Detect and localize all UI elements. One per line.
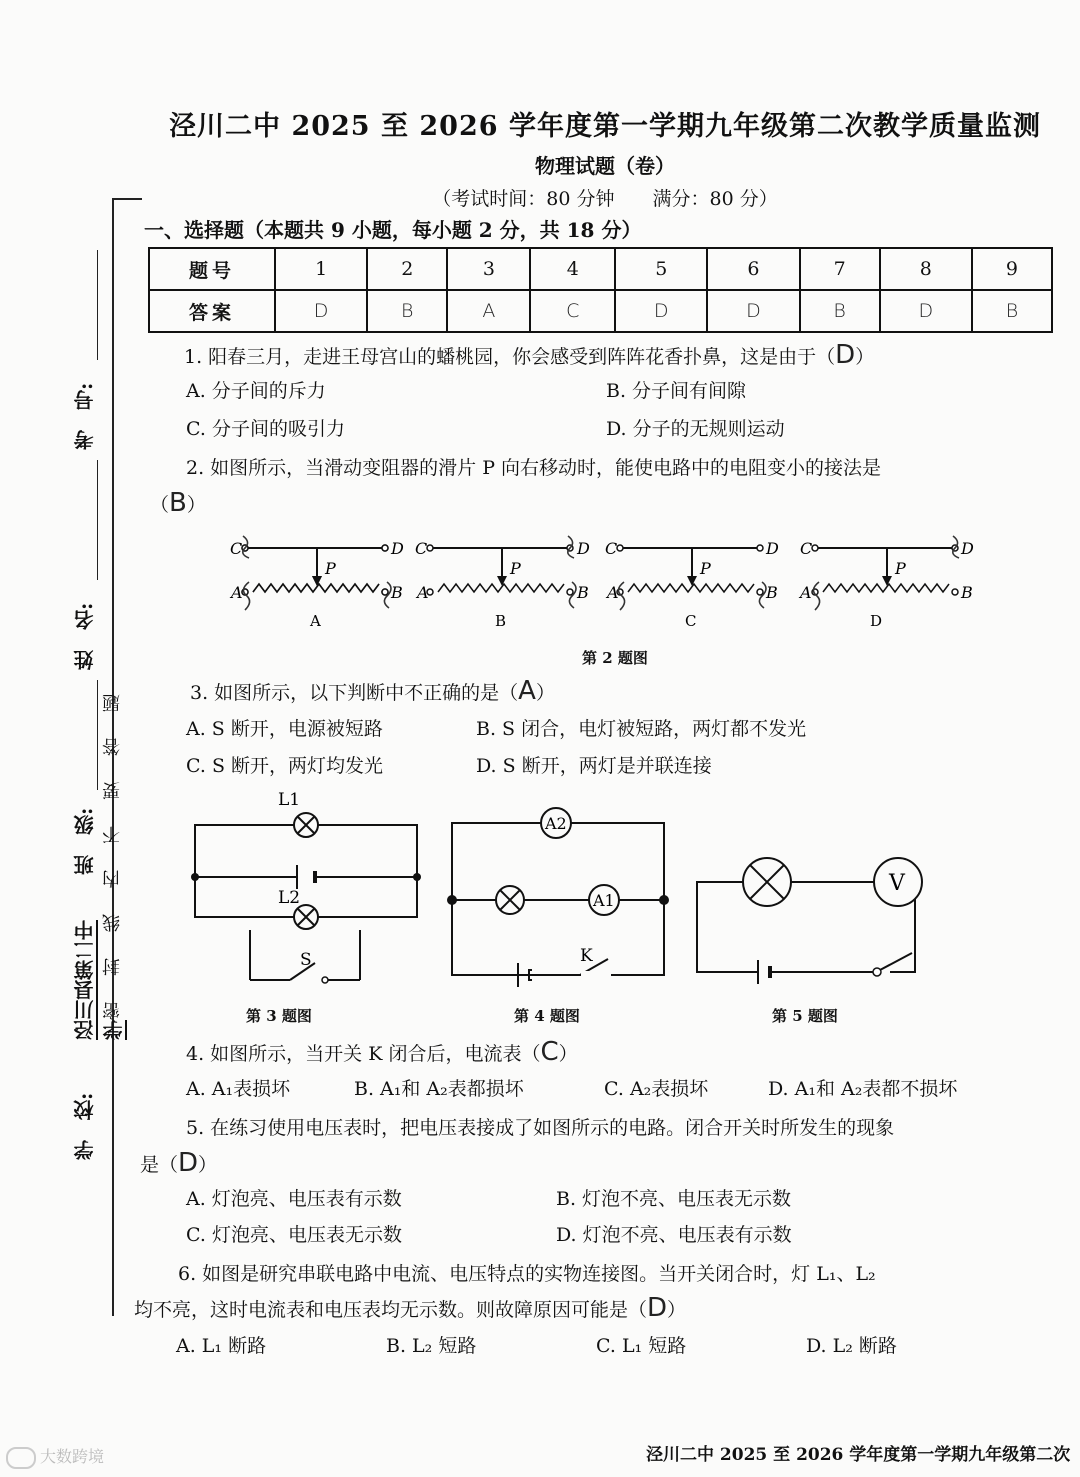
question-1 (184, 340, 874, 370)
name-label: 姓 名: (73, 602, 97, 670)
label-a1: A1 (593, 891, 615, 910)
question-number: 8 (880, 248, 972, 290)
figure-option-label: B (495, 612, 507, 630)
question-3 (190, 676, 555, 706)
rheostat-diagram (242, 545, 388, 595)
slider-label: P (325, 559, 336, 578)
label-l2: L2 (278, 888, 301, 908)
label-l1: L1 (278, 790, 301, 810)
q4-option-d: D. A₁和 A₂表都不损坏 (768, 1078, 958, 1100)
q5-option-a: A. 灯泡亮、电压表有示数 (186, 1188, 402, 1210)
question-4 (186, 1037, 578, 1067)
table-row (149, 290, 1052, 332)
handwritten-answer[interactable]: D (275, 290, 367, 332)
section-heading: 一、选择题（本题共 9 小题，每小题 2 分，共 18 分） (144, 218, 642, 242)
junction-dot (413, 873, 421, 881)
q3-stem: 3. 如图所示，以下判断中不正确的是（ (190, 682, 519, 704)
terminal-label: D (391, 539, 404, 558)
q6-option-d: D. L₂ 断路 (806, 1335, 897, 1357)
terminal-label: D (766, 539, 779, 558)
q5-option-c: C. 灯泡亮、电压表无示数 (186, 1224, 402, 1246)
terminal-label: C (415, 539, 428, 558)
q5-close: ） (198, 1154, 218, 1176)
q4-option-a: A. A₁表损坏 (186, 1078, 291, 1100)
question-number: 1 (275, 248, 367, 290)
question-number: 7 (800, 248, 880, 290)
q2-open: （ (150, 494, 170, 516)
q5-answer-line (140, 1148, 217, 1178)
page-footer: 泾川二中 2025 至 2026 学年度第一学期九年级第二次 (646, 1445, 1071, 1465)
q2-stem: 2. 如图所示，当滑动变阻器的滑片 P 向右移动时，能使电路中的电阻变小的接法是 (186, 457, 882, 479)
watermark-logo-icon (6, 1447, 36, 1469)
q3-option-b: B. S 闭合，电灯被短路，两灯都不发光 (476, 718, 807, 740)
handwritten-answer[interactable]: B (972, 290, 1052, 332)
q2-figure-caption: 第 2 题图 (582, 649, 648, 667)
q5-stem2: 是（ (140, 1154, 179, 1176)
answer-table (148, 247, 1053, 333)
q2-figure (225, 530, 985, 640)
gap (581, 971, 611, 979)
row-label-question-no: 题号 (149, 248, 275, 290)
figure-option-label: D (870, 612, 883, 630)
figure-option-label: A (310, 612, 321, 630)
handwritten-answer[interactable]: D (707, 290, 799, 332)
q4-option-c: C. A₂表损坏 (604, 1078, 709, 1100)
q4-circuit (452, 823, 664, 987)
q6-stem2: 均不亮，这时电流表和电压表均无示数。则故障原因可能是（ (134, 1299, 648, 1321)
question-number: 5 (615, 248, 707, 290)
terminal-label: B (961, 583, 973, 602)
q5-option-d: D. 灯泡不亮、电压表有示数 (556, 1224, 792, 1246)
q2-close: ） (186, 494, 206, 516)
label-a2: A2 (545, 814, 567, 833)
q4-close: ） (558, 1043, 578, 1065)
q1-option-b: B. 分子间有间隙 (606, 380, 747, 402)
q5-figure-caption: 第 5 题图 (772, 1007, 838, 1025)
figure-option-label: C (685, 612, 697, 630)
terminal-label: B (391, 583, 403, 602)
page-title: 泾川二中 2025 至 2026 学年度第一学期九年级第二次教学质量监测 (169, 111, 1041, 142)
name-blank (97, 460, 98, 580)
watermark (6, 1444, 104, 1469)
q3-option-d: D. S 断开，两灯是并联连接 (476, 755, 712, 777)
q6-option-a: A. L₁ 断路 (176, 1335, 267, 1357)
q3-option-a: A. S 断开，电源被短路 (186, 718, 383, 740)
exam-no-label: 考 号: (73, 382, 97, 450)
terminal-label: B (577, 583, 589, 602)
terminal-label: A (607, 583, 619, 602)
question-number: 9 (972, 248, 1052, 290)
terminal-label: C (800, 539, 813, 558)
page-subtitle: 物理试题（卷） (535, 154, 675, 178)
q3-close: ） (535, 682, 555, 704)
q6-handwritten-answer[interactable]: D (647, 1293, 668, 1323)
wire-clip (243, 582, 249, 610)
rheostat-c (617, 545, 766, 610)
slider-label: P (510, 559, 521, 578)
rheostat-a (242, 536, 391, 610)
exam-info: （考试时间：80 分钟 满分：80 分） (432, 188, 778, 210)
rheostat-b (427, 536, 576, 608)
q4-handwritten-answer[interactable]: C (540, 1037, 559, 1067)
junction-dot (191, 873, 199, 881)
q3-option-c: C. S 断开，两灯均发光 (186, 755, 383, 777)
row-label-answer: 答案 (149, 290, 275, 332)
handwritten-answer[interactable]: A (447, 290, 530, 332)
label-v: V (889, 871, 905, 896)
label-k: K (580, 946, 593, 966)
q5-option-b: B. 灯泡不亮、电压表无示数 (556, 1188, 792, 1210)
slider-label: P (700, 559, 711, 578)
question-number: 3 (447, 248, 530, 290)
q6-option-b: B. L₂ 短路 (386, 1335, 477, 1357)
q4-option-b: B. A₁和 A₂表都损坏 (354, 1078, 524, 1100)
label-s: S (300, 950, 312, 970)
handwritten-answer[interactable]: C (530, 290, 615, 332)
handwritten-answer[interactable]: D (615, 290, 707, 332)
question-6-line2 (134, 1293, 686, 1323)
terminal-label: B (766, 583, 778, 602)
q6-stem: 6. 如图是研究串联电路中电流、电压特点的实物连接图。当开关闭合时，灯 L₁、L₂ (178, 1263, 876, 1285)
terminal-label: D (961, 539, 974, 558)
switch-pivot (322, 977, 328, 983)
slider-label: P (895, 559, 906, 578)
switch-blade (880, 953, 912, 970)
q2-answer-line (150, 488, 206, 518)
table-row (149, 248, 1052, 290)
school-value: 泾川县第二中学 (73, 920, 126, 1040)
q4-figure-caption: 第 4 题图 (514, 1007, 580, 1025)
wire-clip (813, 582, 819, 610)
q6-option-c: C. L₁ 短路 (596, 1335, 687, 1357)
handwritten-answer[interactable]: D (880, 290, 972, 332)
terminal-label: C (605, 539, 618, 558)
q5-handwritten-answer[interactable]: D (178, 1148, 199, 1178)
q3-figure-caption: 第 3 题图 (246, 1007, 312, 1025)
q1-stem: 1. 阳春三月，走进王母宫山的蟠桃园，你会感受到阵阵花香扑鼻，这是由于（ (184, 346, 836, 368)
terminal-label: A (231, 583, 243, 602)
terminal-label: D (577, 539, 590, 558)
q6-close: ） (667, 1299, 687, 1321)
rheostat-d (812, 536, 959, 610)
terminal-label: A (417, 583, 429, 602)
terminal-label: A (800, 583, 812, 602)
q3-handwritten-answer[interactable]: A (518, 676, 536, 706)
class-blank (97, 680, 98, 790)
q5-stem: 5. 在练习使用电压表时，把电压表接成了如图所示的电路。闭合开关时所发生的现象 (186, 1117, 895, 1139)
wire-clip (618, 582, 624, 610)
q2-handwritten-answer[interactable]: B (169, 488, 187, 518)
handwritten-answer[interactable]: B (800, 290, 880, 332)
junction-dot (659, 895, 669, 905)
binding-line-top (112, 198, 142, 200)
exam-no-blank (97, 250, 98, 360)
school-label: 学 校: (73, 1092, 97, 1160)
circuit-figures (180, 785, 940, 995)
question-number: 2 (367, 248, 447, 290)
q1-option-a: A. 分子间的斥力 (186, 380, 326, 402)
q1-handwritten-answer[interactable]: D (835, 340, 856, 370)
handwritten-answer[interactable]: B (367, 290, 447, 332)
question-number: 4 (530, 248, 615, 290)
watermark-text: 大数跨境 (40, 1447, 105, 1466)
q1-option-d: D. 分子的无规则运动 (606, 418, 785, 440)
q1-option-c: C. 分子间的吸引力 (186, 418, 345, 440)
junction-dot (447, 895, 457, 905)
q4-stem: 4. 如图所示，当开关 K 闭合后，电流表（ (186, 1043, 541, 1065)
seal-notice: 密 封 线 内 不 要 答 题 (102, 690, 123, 1020)
class-label: 班 级: (73, 807, 97, 875)
terminal-label: C (230, 539, 243, 558)
question-number: 6 (707, 248, 799, 290)
q1-close: ） (855, 346, 875, 368)
